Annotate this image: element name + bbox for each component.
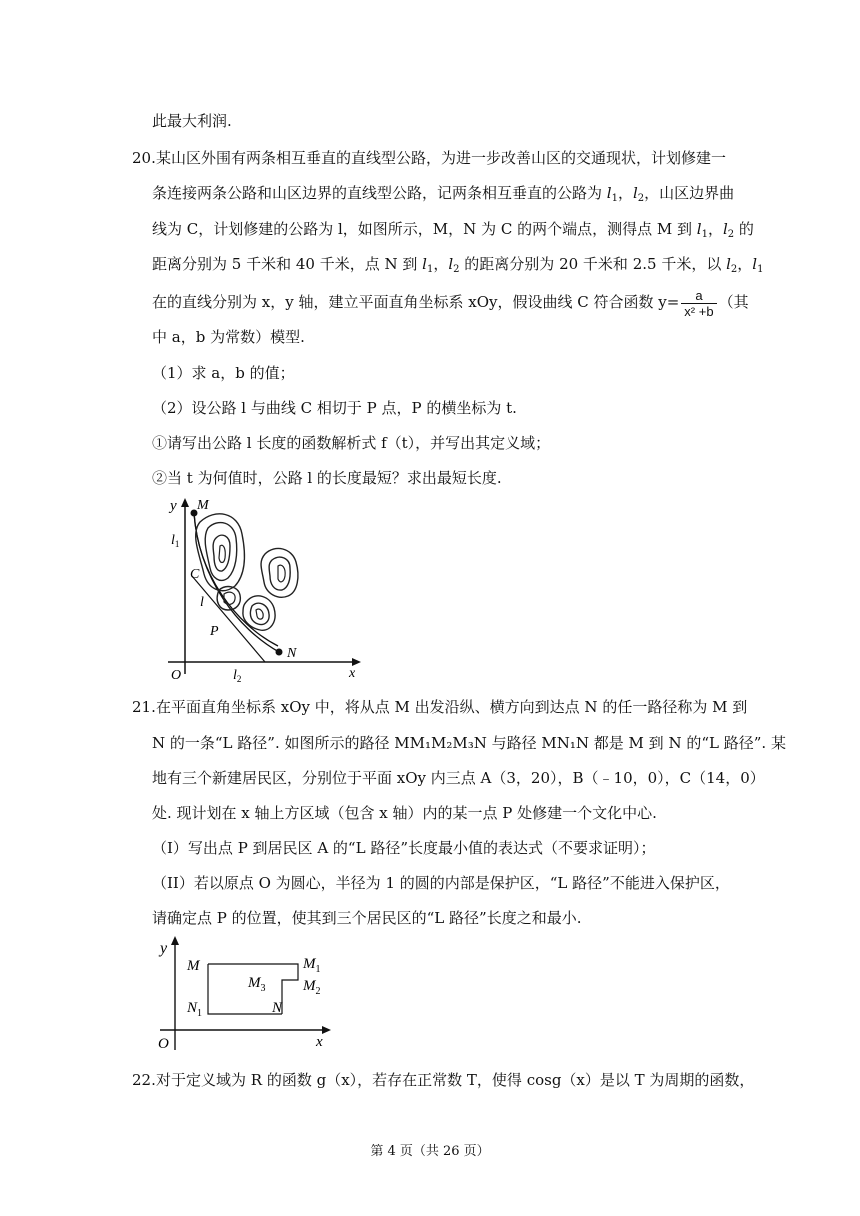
fig21-M3-label: $M_3$ [248, 975, 266, 994]
prev-answer-tail: 此最大利润. [152, 112, 232, 130]
fig20-N-label: N [287, 646, 297, 661]
fig20-P-label: P [210, 624, 219, 639]
q22-line1: 对于定义域为 R 的函数 g（x），若存在正常数 T，使得 cosg（x）是以 T 为周期的函数， [156, 1071, 755, 1089]
fig20-M-label: M [197, 498, 209, 513]
fig20-C-label: C [190, 567, 200, 582]
q20-part2a: ①请写出公路 l 长度的函数解析式 f（t），并写出其定义域； [152, 434, 551, 452]
fraction-a-over-x2-plus-b: $\frac{a}{\text{x² +b}}$ [681, 288, 716, 319]
fig20-l1-label: $l_1$ [171, 533, 180, 549]
fig21-M1-label: $M_1$ [303, 956, 321, 975]
q21-part1: （I）写出点 P 到居民区 A 的“L 路径”长度最小值的表达式（不要求证明）； [152, 839, 656, 857]
q21-line1: 在平面直角坐标系 xOy 中，将从点 M 出发沿纵、横方向到达点 N 的任一路径称为 M 到 [156, 698, 748, 716]
fig20-l-label: l [200, 595, 204, 610]
q20-part2: （2）设公路 l 与曲线 C 相切于 P 点，P 的横坐标为 t. [152, 399, 517, 417]
q20-part1: （1）求 a，b 的值； [152, 364, 295, 382]
q20-line3: 线为 C，计划修建的公路为 l，如图所示，M，N 为 C 的两个端点，测得点 M 到 $l_1$，$l_2$ 的 [152, 220, 754, 240]
q20-line2: 条连接两条公路和山区边界的直线型公路，记两条相互垂直的公路为 $l_1$，$l_2$，山区边界曲 [152, 184, 735, 204]
fig20-x-label: x [349, 666, 356, 681]
fig21-x-label: x [316, 1034, 323, 1050]
q20-line1: 某山区外围有两条相互垂直的直线型公路，为进一步改善山区的交通现状，计划修建一 [156, 149, 727, 167]
q21-number: 21. [132, 698, 156, 716]
fig20-y-label: y [170, 498, 177, 514]
figure-q21-l-path-diagram [150, 932, 335, 1054]
q21-line4: 处. 现计划在 x 轴上方区域（包含 x 轴）内的某一点 P 处修建一个文化中心. [152, 804, 657, 822]
q20-part2b: ②当 t 为何值时，公路 l 的长度最短？求出最短长度. [152, 469, 502, 487]
fig21-N-label: N [272, 1000, 283, 1016]
q20-line5: 在的直线分别为 x，y 轴，建立平面直角坐标系 xOy，假设曲线 C 符合函数 y= $\frac{a}{\text{x² +b}}$ （其 [152, 287, 749, 319]
q20-line4: 距离分别为 5 千米和 40 千米，点 N 到 $l_1$，$l_2$ 的距离分别为 20 千米和 2.5 千米，以 $l_2$，$l_1$ [152, 255, 764, 275]
q20-number: 20. [132, 149, 156, 167]
fig21-y-label: y [160, 940, 168, 957]
q21-line3: 地有三个新建居民区，分别位于平面 xOy 内三点 A（3，20），B（﹣10，0），C（14，0） [152, 769, 765, 787]
fig20-O-label: O [171, 668, 182, 683]
fig21-M2-label: $M_2$ [303, 978, 321, 997]
fig21-N1-label: $N_1$ [187, 1000, 203, 1019]
q22-number: 22. [132, 1071, 156, 1089]
fig21-M-label: M [187, 958, 200, 974]
fig20-l2-label: $l_2$ [233, 668, 242, 684]
fig21-O-label: O [158, 1036, 169, 1052]
q21-part3: 请确定点 P 的位置，使其到三个居民区的“L 路径”长度之和最小. [152, 909, 582, 927]
q21-line2: N 的一条“L 路径”. 如图所示的路径 MM₁M₂M₃N 与路径 MN₁N 都是 M 到 N 的“L 路径”. 某 [152, 734, 786, 752]
q21-part2: （II）若以原点 O 为圆心，半径为 1 的圆的内部是保护区，“L 路径”不能进入保护区， [152, 874, 730, 892]
figure-q20-road-diagram [150, 494, 365, 684]
page-footer: 第 4 页（共 26 页） [370, 1144, 490, 1159]
q20-line6: 中 a，b 为常数）模型. [152, 328, 305, 346]
